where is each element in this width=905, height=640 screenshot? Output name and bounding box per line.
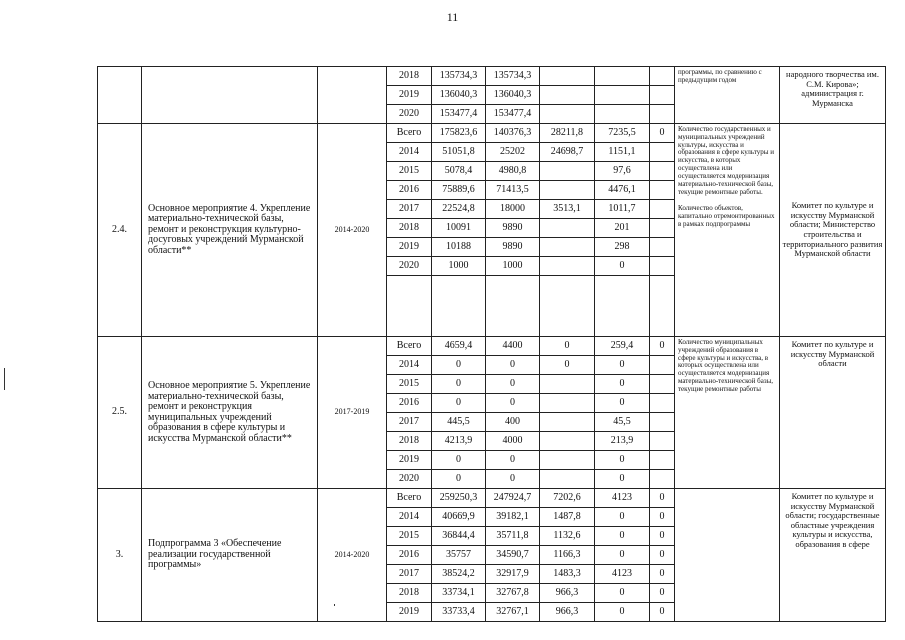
year-cell: 2017 xyxy=(387,200,432,219)
local-budget-cell: 4123 xyxy=(595,565,650,584)
year-cell: 2016 xyxy=(387,394,432,413)
total-cell: 153477,4 xyxy=(432,105,486,124)
federal-budget-cell xyxy=(540,413,595,432)
total-cell: 135734,3 xyxy=(432,67,486,86)
federal-budget-cell xyxy=(540,105,595,124)
local-budget-cell: 213,9 xyxy=(595,432,650,451)
regional-budget-cell: 4980,8 xyxy=(486,162,540,181)
extrabudgetary-cell: 0 xyxy=(650,489,675,508)
regional-budget-cell: 135734,3 xyxy=(486,67,540,86)
total-cell: 40669,9 xyxy=(432,508,486,527)
total-cell: 33734,1 xyxy=(432,584,486,603)
extrabudgetary-cell xyxy=(650,238,675,257)
total-cell: 10188 xyxy=(432,238,486,257)
total-cell: 5078,4 xyxy=(432,162,486,181)
row-number-cell: 3. xyxy=(98,489,142,622)
extrabudgetary-cell xyxy=(650,200,675,219)
regional-budget-cell: 0 xyxy=(486,470,540,489)
total-cell: 0 xyxy=(432,375,486,394)
local-budget-cell: 0 xyxy=(595,508,650,527)
local-budget-cell xyxy=(595,105,650,124)
federal-budget-cell xyxy=(540,67,595,86)
extrabudgetary-cell: 0 xyxy=(650,565,675,584)
federal-budget-cell: 1166,3 xyxy=(540,546,595,565)
total-cell: 75889,6 xyxy=(432,181,486,200)
year-cell: 2018 xyxy=(387,67,432,86)
total-cell: 0 xyxy=(432,451,486,470)
extrabudgetary-cell xyxy=(650,375,675,394)
federal-budget-cell: 0 xyxy=(540,337,595,356)
empty-cell xyxy=(486,276,540,337)
local-budget-cell: 259,4 xyxy=(595,337,650,356)
federal-budget-cell: 1132,6 xyxy=(540,527,595,546)
extrabudgetary-cell xyxy=(650,470,675,489)
extrabudgetary-cell xyxy=(650,394,675,413)
extrabudgetary-cell xyxy=(650,451,675,470)
indicator-cell xyxy=(675,124,780,337)
local-budget-cell: 0 xyxy=(595,546,650,565)
extrabudgetary-cell xyxy=(650,432,675,451)
extrabudgetary-cell xyxy=(650,86,675,105)
total-cell: 10091 xyxy=(432,219,486,238)
extrabudgetary-cell xyxy=(650,105,675,124)
extrabudgetary-cell: 0 xyxy=(650,527,675,546)
local-budget-cell: 201 xyxy=(595,219,650,238)
federal-budget-cell: 966,3 xyxy=(540,584,595,603)
indicator-text: Количество объектов, капитально отремонтированных в рамках подпрограммы xyxy=(678,204,775,229)
regional-budget-cell: 39182,1 xyxy=(486,508,540,527)
extrabudgetary-cell: 0 xyxy=(650,124,675,143)
year-cell: Всего xyxy=(387,124,432,143)
federal-budget-cell: 966,3 xyxy=(540,603,595,622)
extrabudgetary-cell xyxy=(650,257,675,276)
total-cell: 0 xyxy=(432,394,486,413)
local-budget-cell xyxy=(595,67,650,86)
table-body xyxy=(98,67,886,622)
federal-budget-cell xyxy=(540,394,595,413)
federal-budget-cell: 3513,1 xyxy=(540,200,595,219)
executors-cell: народного творчества им. С.М. Кирова»; администрация г. Мурманска xyxy=(780,67,886,124)
extrabudgetary-cell xyxy=(650,143,675,162)
regional-budget-cell: 140376,3 xyxy=(486,124,540,143)
page-number: 11 xyxy=(446,10,459,24)
federal-budget-cell xyxy=(540,375,595,394)
extrabudgetary-cell: 0 xyxy=(650,337,675,356)
table-row xyxy=(98,67,886,86)
year-cell: Всего xyxy=(387,489,432,508)
local-budget-cell: 0 xyxy=(595,470,650,489)
regional-budget-cell: 35711,8 xyxy=(486,527,540,546)
table-row xyxy=(98,337,886,356)
regional-budget-cell: 153477,4 xyxy=(486,105,540,124)
regional-budget-cell: 4400 xyxy=(486,337,540,356)
extrabudgetary-cell xyxy=(650,162,675,181)
period-cell xyxy=(318,67,387,124)
year-cell: 2016 xyxy=(387,546,432,565)
regional-budget-cell: 71413,5 xyxy=(486,181,540,200)
local-budget-cell: 298 xyxy=(595,238,650,257)
year-cell: 2017 xyxy=(387,565,432,584)
total-cell: 445,5 xyxy=(432,413,486,432)
local-budget-cell: 0 xyxy=(595,527,650,546)
total-cell: 33733,4 xyxy=(432,603,486,622)
year-cell: 2017 xyxy=(387,413,432,432)
extrabudgetary-cell: 0 xyxy=(650,508,675,527)
local-budget-cell: 0 xyxy=(595,257,650,276)
extrabudgetary-cell xyxy=(650,356,675,375)
regional-budget-cell: 34590,7 xyxy=(486,546,540,565)
period-cell: 2017-2019 xyxy=(318,337,387,489)
year-cell: 2018 xyxy=(387,219,432,238)
name-cell: Основное мероприятие 5. Укрепление материально-технической базы, ремонт и реконструкция муниципальных учреждений образования в сфере культуры и искусства Мурманской области** xyxy=(142,337,318,489)
total-cell: 136040,3 xyxy=(432,86,486,105)
federal-budget-cell: 28211,8 xyxy=(540,124,595,143)
empty-cell xyxy=(432,276,486,337)
total-cell: 38524,2 xyxy=(432,565,486,584)
year-cell: 2020 xyxy=(387,470,432,489)
regional-budget-cell: 4000 xyxy=(486,432,540,451)
local-budget-cell: 1011,7 xyxy=(595,200,650,219)
federal-budget-cell xyxy=(540,219,595,238)
total-cell: 4213,9 xyxy=(432,432,486,451)
total-cell: 259250,3 xyxy=(432,489,486,508)
total-cell: 1000 xyxy=(432,257,486,276)
federal-budget-cell: 7202,6 xyxy=(540,489,595,508)
extrabudgetary-cell: 0 xyxy=(650,546,675,565)
regional-budget-cell: 0 xyxy=(486,356,540,375)
local-budget-cell: 0 xyxy=(595,375,650,394)
federal-budget-cell: 1487,8 xyxy=(540,508,595,527)
year-cell: 2015 xyxy=(387,527,432,546)
extrabudgetary-cell xyxy=(650,413,675,432)
period-cell: 2014-2020 xyxy=(318,124,387,337)
table-row xyxy=(98,124,886,143)
extrabudgetary-cell xyxy=(650,67,675,86)
regional-budget-cell: 32767,8 xyxy=(486,584,540,603)
year-cell: Всего xyxy=(387,337,432,356)
extrabudgetary-cell xyxy=(650,181,675,200)
federal-budget-cell xyxy=(540,257,595,276)
federal-budget-cell xyxy=(540,86,595,105)
empty-cell xyxy=(650,276,675,337)
regional-budget-cell: 1000 xyxy=(486,257,540,276)
total-cell: 36844,4 xyxy=(432,527,486,546)
local-budget-cell: 0 xyxy=(595,356,650,375)
empty-cell xyxy=(387,276,432,337)
executors-cell: Комитет по культуре и искусству Мурманской области xyxy=(780,337,886,489)
row-number-cell: 2.5. xyxy=(98,337,142,489)
year-cell: 2015 xyxy=(387,162,432,181)
indicator-text: Количество государственных и муниципальных учреждений культуры, искусства и образования в сфере культуры и искусства, в которых осуществлена или осуществляется модернизация материально-технической базы, текущие ремонтные работы. xyxy=(678,125,775,196)
regional-budget-cell: 32767,1 xyxy=(486,603,540,622)
year-cell: 2018 xyxy=(387,432,432,451)
total-cell: 35757 xyxy=(432,546,486,565)
year-cell: 2020 xyxy=(387,105,432,124)
row-number-cell: 2.4. xyxy=(98,124,142,337)
executors-cell: Комитет по культуре и искусству Мурманской области; государственные областные учреждения культуры и искусства, образования в сфере xyxy=(780,489,886,622)
local-budget-cell: 1151,1 xyxy=(595,143,650,162)
total-cell: 22524,8 xyxy=(432,200,486,219)
local-budget-cell: 0 xyxy=(595,394,650,413)
regional-budget-cell: 9890 xyxy=(486,219,540,238)
program-table xyxy=(97,66,886,622)
local-budget-cell: 97,6 xyxy=(595,162,650,181)
total-cell: 0 xyxy=(432,470,486,489)
federal-budget-cell: 1483,3 xyxy=(540,565,595,584)
local-budget-cell: 0 xyxy=(595,451,650,470)
extrabudgetary-cell xyxy=(650,219,675,238)
year-cell: 2015 xyxy=(387,375,432,394)
empty-cell xyxy=(540,276,595,337)
year-cell: 2018 xyxy=(387,584,432,603)
federal-budget-cell xyxy=(540,162,595,181)
indicator-cell: Количество муниципальных учреждений образования в сфере культуры и искусства, в которых осуществлена или осуществляется модернизация материально-технической базы, текущие ремонтные работы xyxy=(675,337,780,489)
local-budget-cell: 4476,1 xyxy=(595,181,650,200)
regional-budget-cell: 0 xyxy=(486,394,540,413)
regional-budget-cell: 136040,3 xyxy=(486,86,540,105)
year-cell: 2014 xyxy=(387,508,432,527)
federal-budget-cell xyxy=(540,451,595,470)
regional-budget-cell: 0 xyxy=(486,451,540,470)
year-cell: 2019 xyxy=(387,603,432,622)
name-cell: Подпрограмма 3 «Обеспечение реализации государственной программы» xyxy=(142,489,318,622)
local-budget-cell: 7235,5 xyxy=(595,124,650,143)
federal-budget-cell: 0 xyxy=(540,356,595,375)
year-cell: 2019 xyxy=(387,86,432,105)
local-budget-cell xyxy=(595,86,650,105)
federal-budget-cell xyxy=(540,181,595,200)
scan-mark xyxy=(4,368,5,390)
executors-cell: Комитет по культуре и искусству Мурманской области; Министерство строительства и территориального развития Мурманской области xyxy=(780,124,886,337)
name-cell xyxy=(142,67,318,124)
total-cell: 0 xyxy=(432,356,486,375)
row-number-cell xyxy=(98,67,142,124)
year-cell: 2014 xyxy=(387,356,432,375)
name-cell: Основное мероприятие 4. Укрепление материально-технической базы, ремонт и реконструкция культурно-досуговых учреждений Мурманской области** xyxy=(142,124,318,337)
regional-budget-cell: 247924,7 xyxy=(486,489,540,508)
year-cell: 2019 xyxy=(387,451,432,470)
federal-budget-cell xyxy=(540,432,595,451)
table-row xyxy=(98,489,886,508)
local-budget-cell: 0 xyxy=(595,603,650,622)
regional-budget-cell: 400 xyxy=(486,413,540,432)
total-cell: 175823,6 xyxy=(432,124,486,143)
regional-budget-cell: 32917,9 xyxy=(486,565,540,584)
year-cell: 2014 xyxy=(387,143,432,162)
indicator-cell xyxy=(675,489,780,622)
local-budget-cell: 0 xyxy=(595,584,650,603)
year-cell: 2020 xyxy=(387,257,432,276)
year-cell: 2016 xyxy=(387,181,432,200)
local-budget-cell: 45,5 xyxy=(595,413,650,432)
extrabudgetary-cell: 0 xyxy=(650,603,675,622)
federal-budget-cell xyxy=(540,238,595,257)
regional-budget-cell: 0 xyxy=(486,375,540,394)
federal-budget-cell: 24698,7 xyxy=(540,143,595,162)
extrabudgetary-cell: 0 xyxy=(650,584,675,603)
empty-cell xyxy=(595,276,650,337)
total-cell: 4659,4 xyxy=(432,337,486,356)
regional-budget-cell: 9890 xyxy=(486,238,540,257)
federal-budget-cell xyxy=(540,470,595,489)
total-cell: 51051,8 xyxy=(432,143,486,162)
period-cell: 2014-2020 xyxy=(318,489,387,622)
local-budget-cell: 4123 xyxy=(595,489,650,508)
indicator-cell: программы, по сравнению с предыдущим годом xyxy=(675,67,780,124)
regional-budget-cell: 18000 xyxy=(486,200,540,219)
year-cell: 2019 xyxy=(387,238,432,257)
regional-budget-cell: 25202 xyxy=(486,143,540,162)
